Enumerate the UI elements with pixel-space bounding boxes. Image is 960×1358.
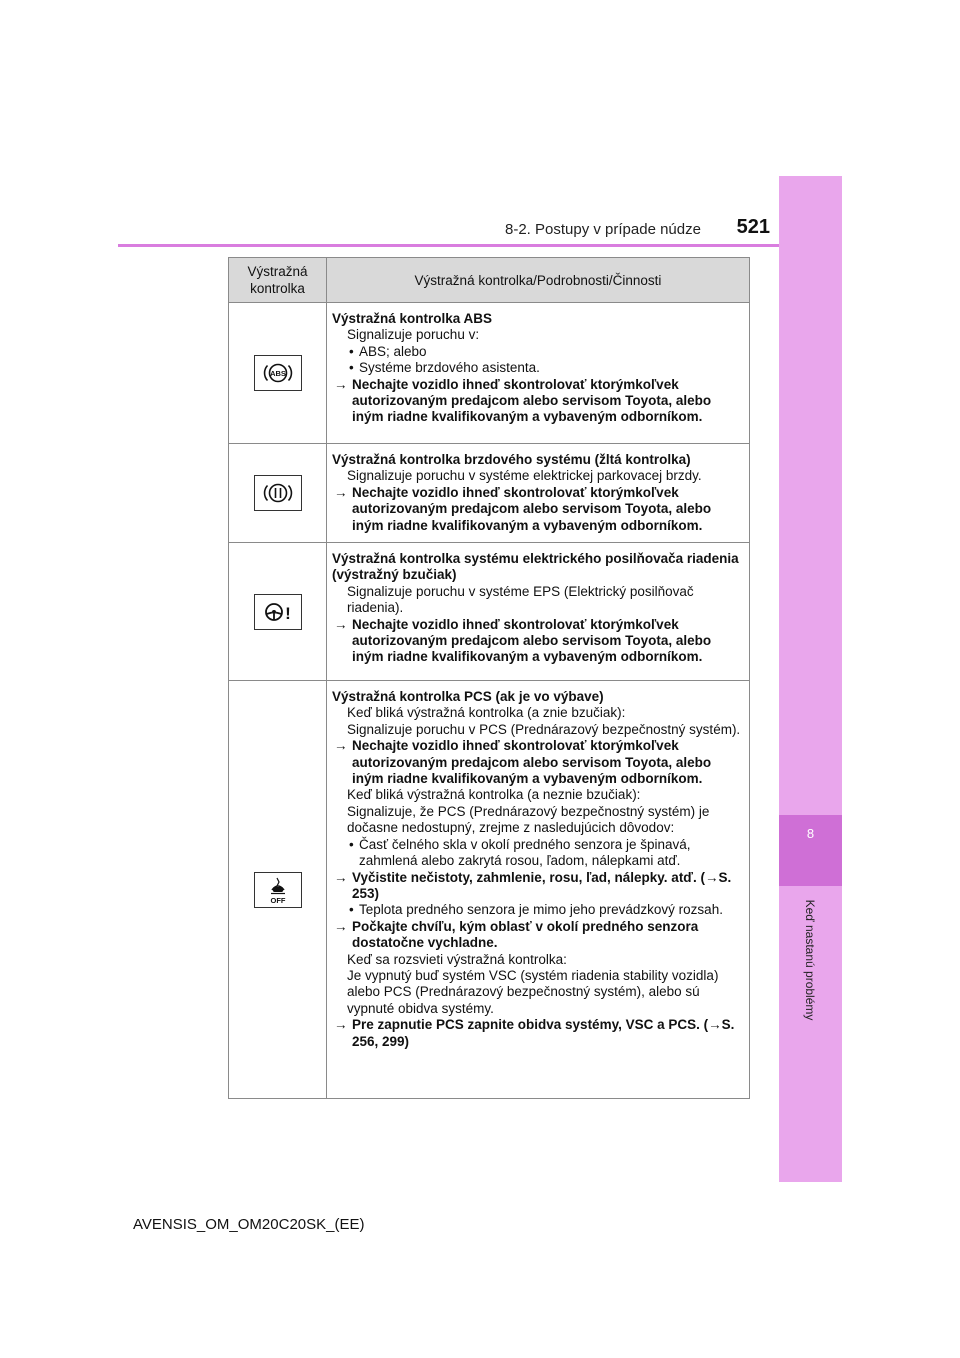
action-text: Nechajte vozidlo ihneď skontrolovať ktorýmkoľvek autorizovaným predajcom alebo servisom Toyota, alebo iným riadne kvalifikovaným a vybaveným odborníkom. bbox=[352, 738, 712, 787]
row-text: Signalizuje poruchu v systéme elektrickej parkovacej brzdy. bbox=[347, 468, 702, 484]
action-item bbox=[332, 1017, 745, 1050]
abs-warning-icon bbox=[254, 355, 302, 391]
bullet-mark: • bbox=[349, 902, 354, 918]
col-header-warning-light bbox=[229, 258, 327, 303]
row-text: Signalizuje, že PCS (Prednárazový bezpečnostný systém) je dočasne nedostupný, zrejme z nasledujúcich dôvodov: bbox=[347, 803, 710, 836]
icon-cell bbox=[229, 303, 327, 444]
bullet-mark: • bbox=[349, 836, 354, 852]
details-cell bbox=[327, 681, 750, 1099]
table-row bbox=[229, 681, 750, 1099]
details-cell bbox=[327, 444, 750, 543]
abs-icon-text: ABS bbox=[269, 368, 286, 378]
bullet-mark: • bbox=[349, 360, 354, 376]
row-text: Je vypnutý buď systém VSC (systém riadenia stability vozidla) alebo PCS (Prednárazový bezpečnostný systém), alebo sú vypnuté obidva systémy. bbox=[347, 967, 719, 1016]
bullet-text: Teplota predného senzora je mimo jeho prevádzkový rozsah. bbox=[359, 902, 723, 918]
arrow-icon: → bbox=[334, 1017, 348, 1033]
action-item bbox=[332, 870, 745, 903]
action-item bbox=[332, 485, 745, 534]
table-row bbox=[229, 543, 750, 681]
table-row bbox=[229, 444, 750, 543]
action-item bbox=[332, 919, 745, 952]
chapter-title: Keď nastanú problémy bbox=[803, 899, 817, 1021]
section-title: 8-2. Postupy v prípade núdze bbox=[505, 221, 701, 238]
brake-system-warning-icon bbox=[254, 475, 302, 511]
bullet-item bbox=[332, 360, 745, 376]
eps-warning-icon bbox=[254, 594, 302, 630]
row-text: Keď bliká výstražná kontrolka (a neznie bzučiak): bbox=[347, 787, 641, 803]
row-title: Výstražná kontrolka PCS (ak je vo výbave) bbox=[332, 689, 604, 705]
row-title: Výstražná kontrolka systému elektrického posilňovača riadenia (výstražný bzučiak) bbox=[332, 551, 739, 583]
bullet-text: Systéme brzdového asistenta. bbox=[359, 360, 540, 376]
action-item bbox=[332, 738, 745, 787]
chapter-number: 8 bbox=[806, 826, 815, 841]
arrow-icon: → bbox=[334, 738, 348, 754]
action-text: Pre zapnutie PCS zapnite obidva systémy, VSC a PCS. (→S. 256, 299) bbox=[352, 1017, 735, 1049]
details-cell bbox=[327, 543, 750, 681]
action-item bbox=[332, 377, 745, 426]
arrow-icon: → bbox=[334, 869, 348, 885]
row-text: Keď sa rozsvieti výstražná kontrolka: bbox=[347, 951, 567, 967]
arrow-icon: → bbox=[334, 918, 348, 934]
off-icon-text: OFF bbox=[270, 895, 285, 905]
chapter-side-tab bbox=[779, 176, 842, 1182]
warning-light-table bbox=[228, 257, 750, 1099]
bullet-mark: • bbox=[349, 343, 354, 359]
row-text: Keď bliká výstražná kontrolka (a znie bzučiak): bbox=[347, 705, 626, 721]
row-text: Signalizuje poruchu v PCS (Prednárazový bezpečnostný systém). bbox=[347, 721, 741, 737]
action-text: Nechajte vozidlo ihneď skontrolovať ktorýmkoľvek autorizovaným predajcom alebo servisom Toyota, alebo iným riadne kvalifikovaným a vybaveným odborníkom. bbox=[352, 616, 712, 665]
action-text: Počkajte chvíľu, kým oblasť v okolí predného senzora dostatočne vychladne. bbox=[352, 918, 699, 951]
pcs-off-warning-icon bbox=[254, 872, 302, 908]
arrow-icon: → bbox=[334, 616, 348, 632]
action-text: Nechajte vozidlo ihneď skontrolovať ktorýmkoľvek autorizovaným predajcom alebo servisom Toyota, alebo iným riadne kvalifikovaným a vybaveným odborníkom. bbox=[352, 376, 712, 425]
table-header-row bbox=[229, 258, 750, 303]
bullet-text: Časť čelného skla v okolí predného senzora je špinavá, zahmlená alebo zakrytá rosou, ľadom, nálepkami atď. bbox=[359, 836, 691, 869]
table-row bbox=[229, 303, 750, 444]
details-cell bbox=[327, 303, 750, 444]
bullet-item bbox=[332, 902, 745, 918]
bullet-text: ABS; alebo bbox=[359, 343, 427, 359]
icon-cell bbox=[229, 444, 327, 543]
icon-cell bbox=[229, 543, 327, 681]
row-text: Signalizuje poruchu v systéme EPS (Elektrický posilňovač riadenia). bbox=[347, 583, 694, 616]
arrow-icon: → bbox=[334, 376, 348, 392]
icon-cell bbox=[229, 681, 327, 1099]
document-code: AVENSIS_OM_OM20C20SK_(EE) bbox=[133, 1216, 365, 1233]
header-rule bbox=[118, 244, 779, 247]
action-item bbox=[332, 617, 745, 666]
row-title: Výstražná kontrolka ABS bbox=[332, 311, 493, 326]
row-title: Výstražná kontrolka brzdového systému (žltá kontrolka) bbox=[332, 452, 691, 467]
col-header-details: Výstražná kontrolka/Podrobnosti/Činnosti bbox=[327, 258, 750, 303]
action-text: Vyčistite nečistoty, zahmlenie, rosu, ľad, nálepky. atď. (→S. 253) bbox=[352, 869, 732, 901]
exclamation-mark: ! bbox=[284, 603, 291, 623]
page-number: 521 bbox=[736, 216, 770, 238]
arrow-icon: → bbox=[334, 484, 348, 500]
col-header-warning-light-label: Výstražná kontrolka bbox=[247, 264, 308, 296]
bullet-item bbox=[332, 837, 745, 870]
action-text: Nechajte vozidlo ihneď skontrolovať ktorýmkoľvek autorizovaným predajcom alebo servisom Toyota, alebo iným riadne kvalifikovaným a vybaveným odborníkom. bbox=[352, 484, 712, 533]
row-text: Signalizuje poruchu v: bbox=[347, 327, 480, 343]
bullet-item bbox=[332, 344, 745, 360]
